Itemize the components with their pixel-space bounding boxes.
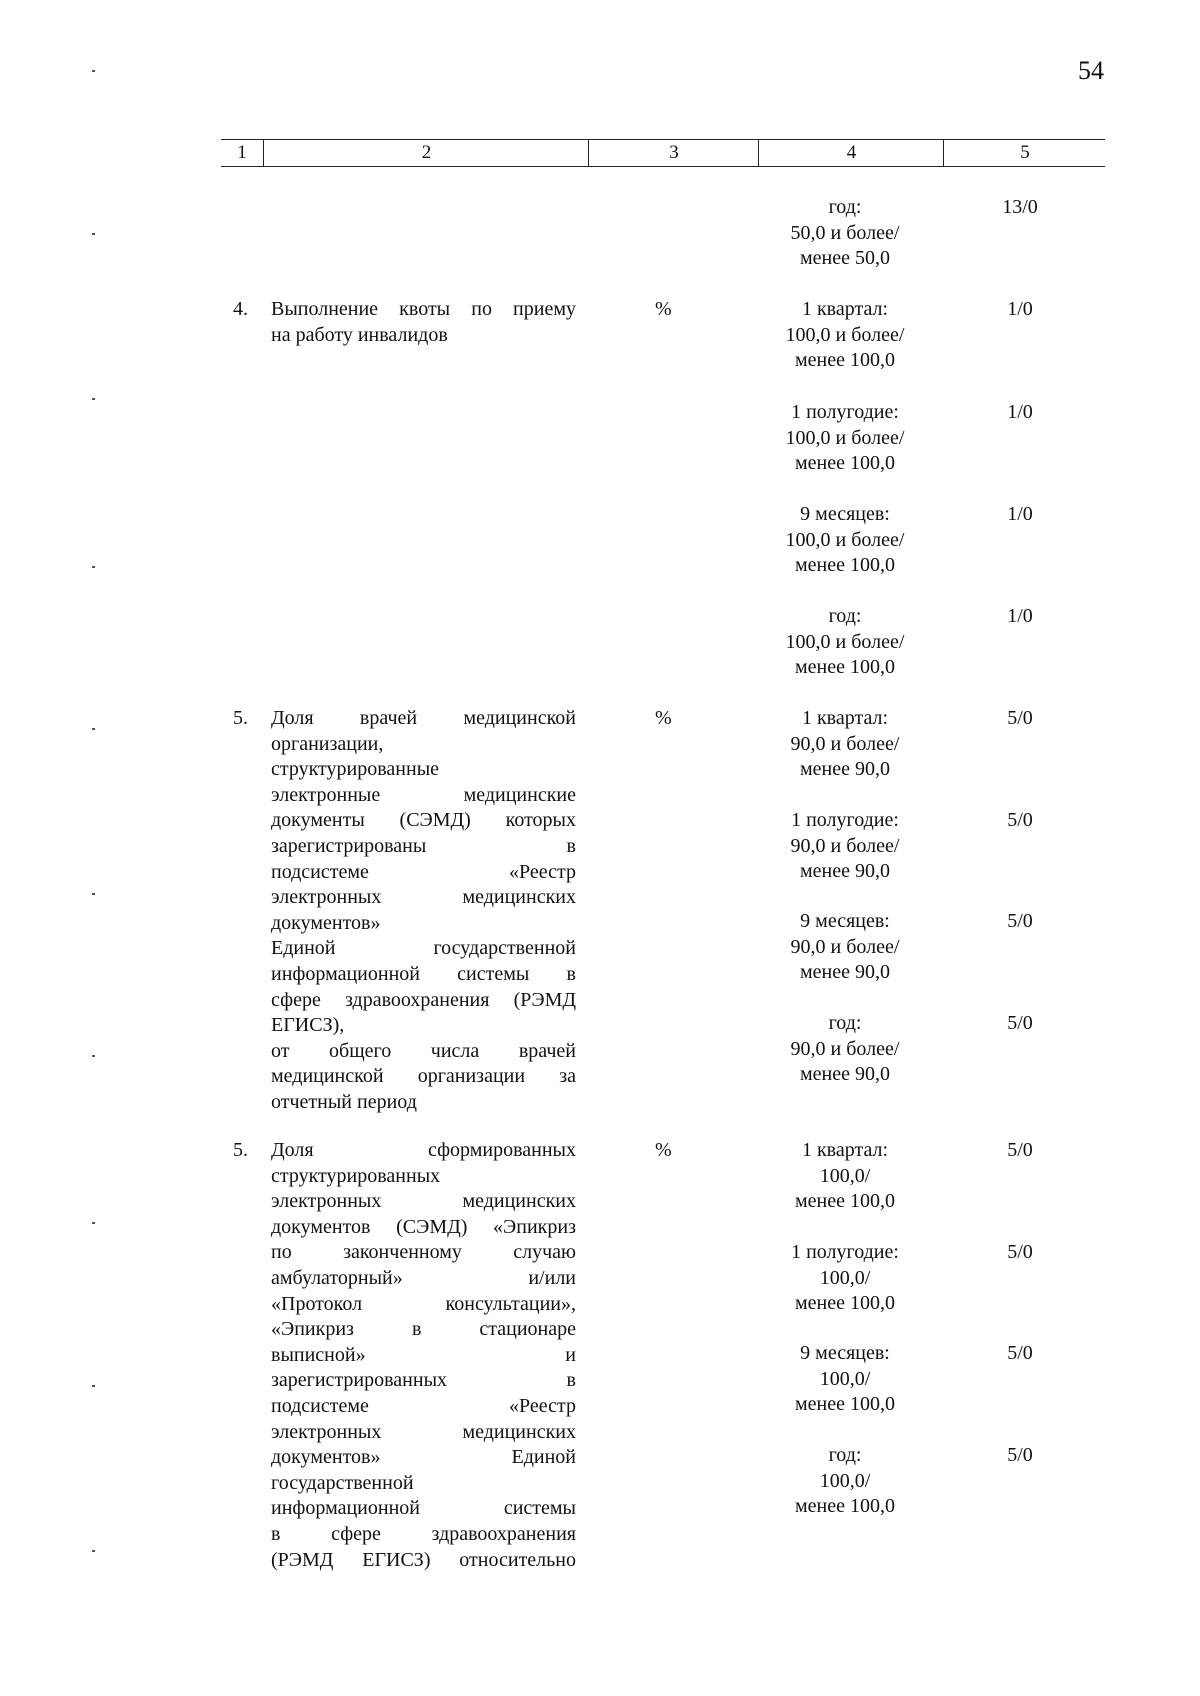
period-label: 1 полугодие: xyxy=(791,809,899,831)
score-cell: 1/0 xyxy=(1007,401,1033,423)
period-threshold: 100,0/ xyxy=(819,1367,871,1390)
period-cell xyxy=(760,400,930,477)
description-line: документов (СЭМД) «Эпикриз xyxy=(271,1215,576,1238)
description-line: Выполнение квоты по приему xyxy=(271,298,576,320)
header-col-3: 3 xyxy=(588,140,759,166)
description-line: выписной» и xyxy=(271,1343,576,1366)
indicator-description xyxy=(271,1138,576,1573)
period-label: год: xyxy=(828,1444,862,1466)
description-line: от общего числа врачей xyxy=(271,1039,576,1062)
period-threshold: 90,0 и более/ xyxy=(790,732,900,755)
period-threshold: 100,0/ xyxy=(819,1164,871,1187)
description-line: информационной системы xyxy=(271,1497,576,1520)
period-label: 1 квартал: xyxy=(801,1139,889,1161)
description-line: электронные медицинские xyxy=(271,783,576,806)
indicator-description xyxy=(271,706,576,1116)
scan-mark xyxy=(92,398,95,400)
score-cell: 1/0 xyxy=(1007,298,1033,320)
period-cell xyxy=(760,909,930,986)
header-col-2: 2 xyxy=(263,140,589,166)
description-line: подсистеме «Реестр xyxy=(271,1394,576,1417)
row-number: 5. xyxy=(233,707,248,729)
period-threshold-below: менее 100,0 xyxy=(795,1393,895,1416)
period-label: год: xyxy=(828,605,862,627)
page-number: 54 xyxy=(1078,56,1104,85)
score-cell: 13/0 xyxy=(1002,196,1038,218)
description-line: сфере здравоохранения (РЭМД xyxy=(271,988,576,1011)
period-threshold-below: менее 90,0 xyxy=(800,758,890,781)
description-line: электронных медицинских xyxy=(271,886,576,909)
period-label: 9 месяцев: xyxy=(800,1342,890,1364)
period-label: 1 полугодие: xyxy=(791,401,899,423)
description-line: государственной xyxy=(271,1471,414,1494)
period-threshold: 90,0 и более/ xyxy=(790,1037,900,1060)
period-threshold: 100,0 и более/ xyxy=(785,426,905,449)
period-threshold: 100,0/ xyxy=(819,1266,871,1289)
period-threshold: 100,0 и более/ xyxy=(785,323,905,346)
description-line: (РЭМД ЕГИСЗ) относительно xyxy=(271,1548,576,1571)
description-line: документов» Единой xyxy=(271,1446,576,1469)
unit-cell: % xyxy=(655,298,672,320)
description-line: документов» xyxy=(271,911,381,934)
period-cell xyxy=(760,808,930,885)
period-cell xyxy=(760,195,930,272)
description-line: амбулаторный» и/или xyxy=(271,1266,576,1289)
period-label: 1 квартал: xyxy=(801,707,889,729)
row-number: 4. xyxy=(233,298,248,320)
period-threshold-below: менее 100,0 xyxy=(795,452,895,475)
period-threshold-below: менее 100,0 xyxy=(795,349,895,372)
description-line: организации, xyxy=(271,732,384,755)
header-col-1: 1 xyxy=(237,142,247,163)
description-line: документы (СЭМД) которых xyxy=(271,809,576,832)
period-threshold: 50,0 и более/ xyxy=(790,221,900,244)
score-cell: 5/0 xyxy=(1007,1444,1033,1466)
period-cell xyxy=(760,502,930,579)
period-threshold: 100,0 и более/ xyxy=(785,528,905,551)
period-cell xyxy=(760,604,930,681)
score-cell: 5/0 xyxy=(1007,1012,1033,1034)
scan-mark xyxy=(92,566,95,568)
period-cell xyxy=(760,1240,930,1317)
unit-cell: % xyxy=(655,707,672,729)
table-header xyxy=(221,139,1105,167)
period-threshold-below: менее 90,0 xyxy=(800,860,890,883)
description-line: подсистеме «Реестр xyxy=(271,860,576,883)
period-threshold-below: менее 90,0 xyxy=(800,961,890,984)
period-cell xyxy=(760,1138,930,1215)
row-number: 5. xyxy=(233,1139,248,1161)
score-cell: 5/0 xyxy=(1007,809,1033,831)
period-threshold-below: менее 90,0 xyxy=(800,1063,890,1086)
description-line: на работу инвалидов xyxy=(271,323,448,346)
description-line: отчетный период xyxy=(271,1090,417,1113)
period-label: 1 квартал: xyxy=(801,298,889,320)
description-line: зарегистрированы в xyxy=(271,834,576,857)
score-cell: 5/0 xyxy=(1007,1139,1033,1161)
header-col-4: 4 xyxy=(758,140,944,166)
scan-mark xyxy=(92,1222,95,1224)
scan-mark xyxy=(92,70,95,72)
scan-mark xyxy=(92,728,95,730)
period-label: год: xyxy=(828,196,862,218)
scan-mark xyxy=(92,1055,95,1057)
period-cell xyxy=(760,706,930,783)
period-threshold-below: менее 100,0 xyxy=(795,1495,895,1518)
description-line: по законченному случаю xyxy=(271,1241,576,1264)
description-line: ЕГИСЗ), xyxy=(271,1014,345,1037)
description-line: структурированных xyxy=(271,1164,441,1187)
description-line: «Эпикриз в стационаре xyxy=(271,1318,576,1341)
period-cell xyxy=(760,1011,930,1088)
score-cell: 5/0 xyxy=(1007,910,1033,932)
description-line: структурированные xyxy=(271,758,440,781)
score-cell: 1/0 xyxy=(1007,605,1033,627)
description-line: Доля сформированных xyxy=(271,1139,576,1161)
score-cell: 1/0 xyxy=(1007,503,1033,525)
period-label: 9 месяцев: xyxy=(800,503,890,525)
period-threshold-below: менее 100,0 xyxy=(795,1292,895,1315)
period-label: 1 полугодие: xyxy=(791,1241,899,1263)
period-threshold: 100,0 и более/ xyxy=(785,630,905,653)
period-threshold-below: менее 100,0 xyxy=(795,554,895,577)
period-cell xyxy=(760,1341,930,1418)
description-line: в сфере здравоохранения xyxy=(271,1522,576,1545)
description-line: электронных медицинских xyxy=(271,1420,576,1443)
period-label: 9 месяцев: xyxy=(800,910,890,932)
description-line: Доля врачей медицинской xyxy=(271,707,576,729)
scan-mark xyxy=(92,1550,95,1552)
scan-mark xyxy=(92,233,95,235)
indicator-description xyxy=(271,297,576,348)
unit-cell: % xyxy=(655,1139,672,1161)
score-cell: 5/0 xyxy=(1007,1241,1033,1263)
description-line: информационной системы в xyxy=(271,962,576,985)
period-threshold: 90,0 и более/ xyxy=(790,834,900,857)
score-cell: 5/0 xyxy=(1007,707,1033,729)
scan-mark xyxy=(92,1385,95,1387)
period-label: год: xyxy=(828,1012,862,1034)
period-threshold-below: менее 100,0 xyxy=(795,1190,895,1213)
score-cell: 5/0 xyxy=(1007,1342,1033,1364)
description-line: электронных медицинских xyxy=(271,1190,576,1213)
period-threshold-below: менее 50,0 xyxy=(800,247,890,270)
scan-mark xyxy=(92,893,95,895)
header-col-5: 5 xyxy=(943,140,1106,166)
description-line: Единой государственной xyxy=(271,937,576,960)
period-threshold: 100,0/ xyxy=(819,1469,871,1492)
period-cell xyxy=(760,297,930,374)
period-threshold-below: менее 100,0 xyxy=(795,656,895,679)
description-line: зарегистрированных в xyxy=(271,1369,576,1392)
period-threshold: 90,0 и более/ xyxy=(790,935,900,958)
period-cell xyxy=(760,1443,930,1520)
description-line: медицинской организации за xyxy=(271,1065,576,1088)
description-line: «Протокол консультации», xyxy=(271,1292,576,1315)
